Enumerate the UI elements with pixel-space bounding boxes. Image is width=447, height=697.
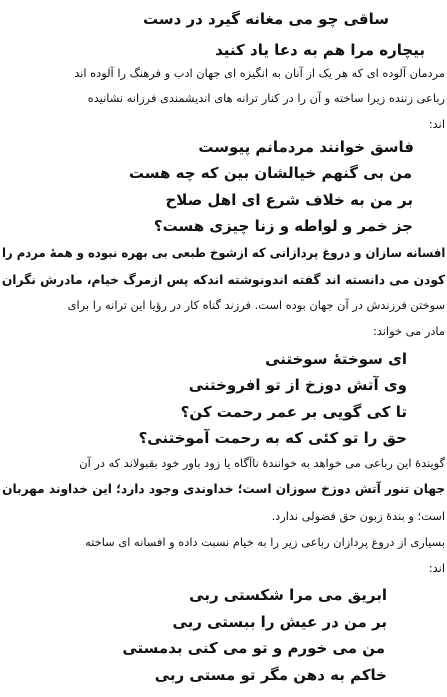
verse-line: فاسق خوانند مردمانم پیوست xyxy=(198,138,414,156)
verse-line: تا کی گویی بر عمر رحمت کن؟ xyxy=(180,403,407,421)
prose-line: اند: xyxy=(428,561,445,575)
prose-line: گویندهٔ این رباعی می خواهد به خوانندهٔ ناآگاه یا زود باور خود بقبولاند که در آن xyxy=(79,456,445,470)
verse-line: وی آتش دوزخ از تو افروختنی xyxy=(188,376,407,394)
prose-line: است؛ و بندهٔ زبون حق فضولی ندارد. xyxy=(271,509,445,523)
prose-line: کودن می دانسته اند گفته اندونوشته اندکه پس ازمرگ خیام، مادرش نگران xyxy=(1,272,445,287)
prose-line: اند: xyxy=(428,117,445,131)
verse-line: حق را تو کئی که به رحمت آموختنی؟ xyxy=(138,429,407,447)
prose-line: سوختن فرزندش در آن جهان بوده است. فرزند گناه کار در رؤیا این ترانه را برای xyxy=(67,298,445,312)
prose-line: مادر می خواند: xyxy=(372,324,445,338)
verse-line: بر من در عیش را ببستی ربی xyxy=(172,613,387,631)
verse-line: ای سوختهٔ سوختنی xyxy=(265,350,407,368)
verse-line: من می خورم و تو می کنی بدمستی xyxy=(122,639,385,657)
verse-line: بیچاره مرا هم به دعا یاد کنید xyxy=(215,41,425,59)
verse-line: خاکم به دهن مگر تو مستی ربی xyxy=(154,666,387,684)
prose-line: بسیاری از دروغ پردازان رباعی زیر را به خیام نسبت داده و افسانه ای ساخته xyxy=(85,535,445,549)
verse-line: بر من به خلاف شرع ای اهل صلاح xyxy=(165,191,413,209)
verse-line: جز خمر و لواطه و زنا چیزی هست؟ xyxy=(153,217,413,235)
verse-line: من بی گنهم خیالشان بین که چه هست xyxy=(128,164,412,182)
verse-line: ابریق می مرا شکستی ربی xyxy=(189,586,387,604)
prose-line: جهان تنور آتش دوزخ سوزان است؛ خداوندی وجود دارد؛ این خداوند مهربان xyxy=(1,481,445,496)
prose-line: افسانه سازان و دروغ پردازانی که ازشوخ طبعی بی بهره نبوده و همهٔ مردم را xyxy=(1,245,445,260)
prose-line: مردمان آلوده ای که هر یک از آنان به انگیزه ای جهان ادب و فرهنگ را آلوده اند xyxy=(74,66,445,80)
verse-line: ساقی چو می مغانه گیرد در دست xyxy=(142,10,389,28)
prose-line: رباعی زننده زیرا ساخته و آن را در کنار ترانه های اندیشمندی فرزانه نشانیده xyxy=(87,91,445,105)
